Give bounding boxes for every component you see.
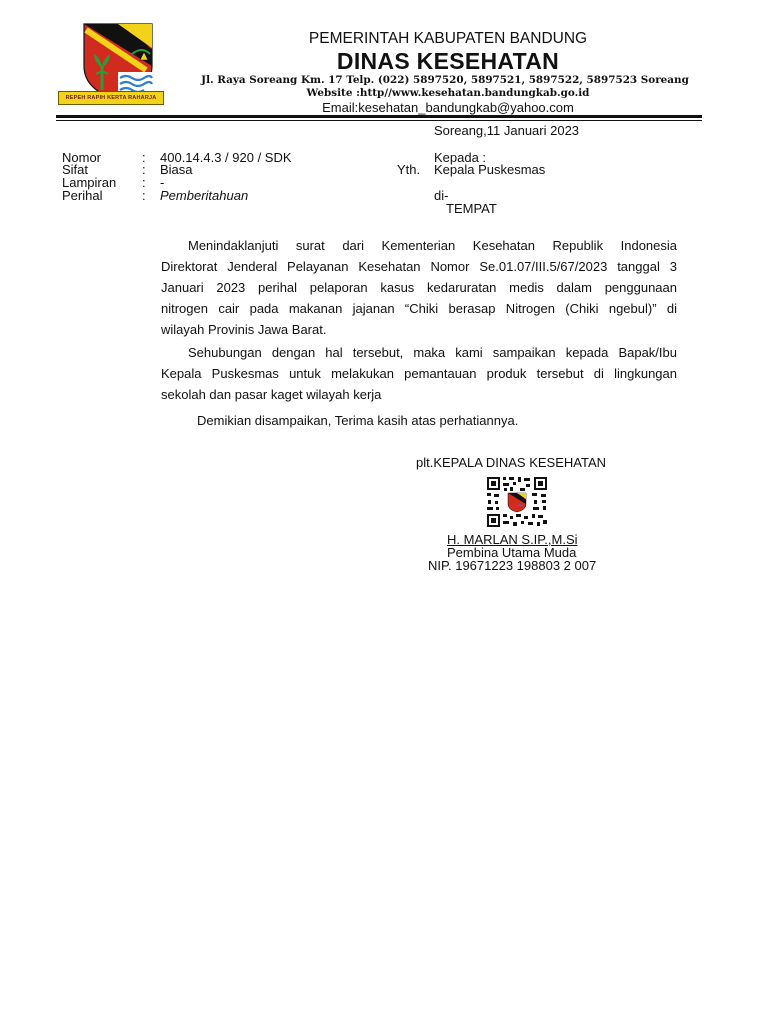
agency-website: Website :http//www.kesehatan.bandungkab.go.id — [306, 87, 590, 99]
agency-name: DINAS KESEHATAN — [336, 48, 560, 74]
government-name: PEMERINTAH KABUPATEN BANDUNG — [308, 30, 588, 47]
body-line: Januari 2023 perihal pelaporan kasus kedaruratan medis dalam penggunaan — [161, 280, 677, 295]
closing-sentence: Demikian disampaikan, Terima kasih atas perhatiannya. — [197, 413, 519, 428]
meta-sep: : — [142, 162, 146, 177]
agency-email: Email:kesehatan_bandungkab@yahoo.com — [322, 100, 574, 115]
body-line: nitrogen cair pada makanan jajanan “Chiki berasap Nitrogen (Chiki ngebul)” di — [161, 301, 677, 316]
meta-sep: : — [142, 150, 146, 165]
body-line: sekolah dan pasar kaget wilayah kerja — [161, 387, 382, 402]
body-line: Menindaklanjuti surat dari Kementerian Kesehatan Republik Indonesia — [188, 238, 677, 253]
letter-date: Soreang,11 Januari 2023 — [434, 123, 580, 138]
meta-sep: : — [142, 188, 146, 203]
meta-sep: : — [142, 175, 146, 190]
meta-label-lampiran: Lampiran — [62, 175, 117, 190]
body-line: wilayah Provinis Jawa Barat. — [161, 322, 327, 337]
recipient-di: di- — [434, 188, 449, 203]
letterhead-thin-rule — [56, 120, 702, 121]
letterhead-thick-rule — [56, 115, 702, 118]
body-paragraph-2 — [161, 342, 677, 405]
meta-value-nomor: 400.14.4.3 / 920 / SDK — [160, 150, 292, 165]
agency-address: Jl. Raya Soreang Km. 17 Telp. (022) 5897520, 5897521, 5897522, 5897523 Soreang — [201, 74, 689, 86]
emblem-motto-ribbon: REPEH RAPIH KERTA RAHARJA — [58, 91, 164, 105]
body-line: Direktorat Jenderal Pelayanan Kesehatan Nomor Se.01.07/III.5/67/2023 tanggal 3 — [161, 259, 677, 274]
meta-label-nomor: Nomor — [62, 150, 102, 165]
meta-value-lampiran: - — [160, 175, 165, 190]
signature-qr-code — [486, 476, 548, 528]
body-paragraph-1 — [161, 235, 677, 340]
signatory-nip: NIP. 19671223 198803 2 007 — [428, 558, 597, 573]
body-line: Sehubungan dengan hal tersebut, maka kami sampaikan kepada Bapak/Ibu — [188, 345, 677, 360]
meta-value-perihal: Pemberitahuan — [160, 188, 249, 203]
meta-label-perihal: Perihal — [62, 188, 103, 203]
body-line: Kepala Puskesmas untuk melakukan pemantauan produk tersebut di lingkungan — [161, 366, 677, 381]
recipient-name: Kepala Puskesmas — [434, 162, 546, 177]
recipient-yth: Yth. — [397, 162, 421, 177]
meta-label-sifat: Sifat — [62, 162, 89, 177]
signatory-rank: Pembina Utama Muda — [447, 545, 577, 560]
signatory-name: H. MARLAN S.IP.,M.Si — [447, 532, 578, 547]
recipient-kepada: Kepada : — [434, 150, 487, 165]
recipient-place: TEMPAT — [446, 201, 497, 216]
signatory-title: plt.KEPALA DINAS KESEHATAN — [416, 455, 607, 470]
meta-value-sifat: Biasa — [160, 162, 193, 177]
